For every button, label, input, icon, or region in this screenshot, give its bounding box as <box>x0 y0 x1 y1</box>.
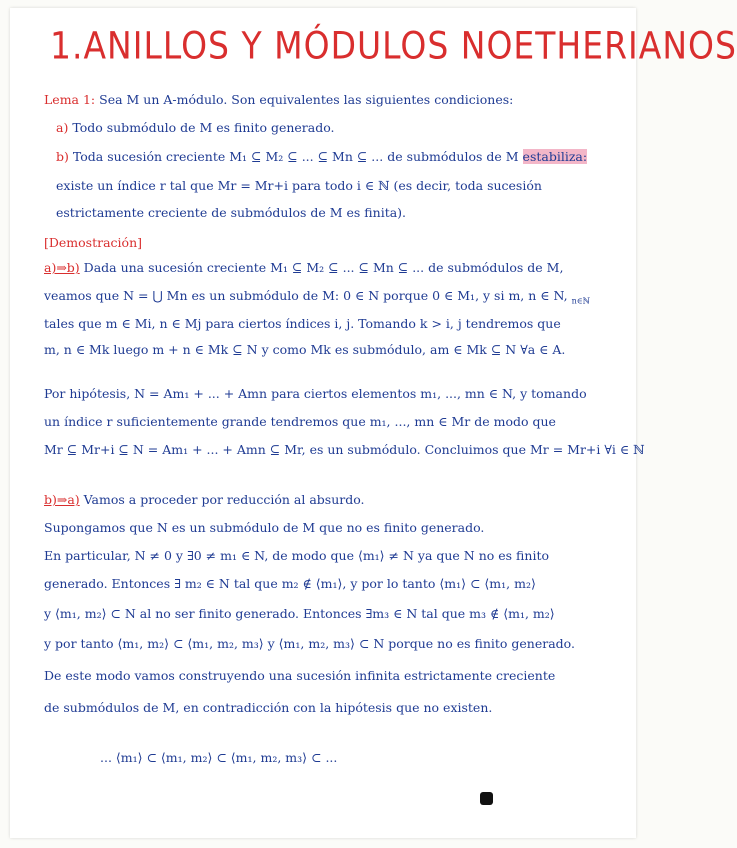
condition-b-highlight: estabiliza: <box>522 149 588 164</box>
ink-blot <box>480 792 493 805</box>
proof-ba-text-1: Vamos a proceder por reducción al absurdo. <box>83 492 365 507</box>
condition-b-tag: b) <box>56 149 69 164</box>
submodule-chain: ... ⟨m₁⟩ ⊂ ⟨m₁, m₂⟩ ⊂ ⟨m₁, m₂, m₃⟩ ⊂ ... <box>100 750 338 765</box>
proof-ba-line-8: de submódulos de M, en contradicción con la hipótesis que no existen. <box>44 700 493 715</box>
notebook-page <box>10 8 737 838</box>
condition-a-tag: a) <box>56 120 69 135</box>
union-index: n∈ℕ <box>571 296 590 306</box>
condition-b <box>56 149 641 165</box>
page-title: 1.ANILLOS Y MÓDULOS NOETHERIANOS <box>50 24 737 68</box>
lemma-statement <box>44 92 629 108</box>
proof-ab-tag: a)⇒b) <box>44 260 80 275</box>
proof-ba-line-7: De este modo vamos construyendo una sucesión infinita estrictamente creciente <box>44 668 556 683</box>
condition-b-line-3: estrictamente creciente de submódulos de M es finita). <box>56 205 407 220</box>
proof-ab-text-1: Dada una sucesión creciente M₁ ⊆ M₂ ⊆ ... ⊆ Mn ⊆ ... de submódulos de M, <box>83 260 564 275</box>
proof-ab-line-7: Mr ⊆ Mr+i ⊆ N = Am₁ + ... + Amn ⊆ Mr, es un submódulo. Concluimos que Mr = Mr+i ∀i ∈ ℕ <box>44 442 645 457</box>
proof-heading: [Demostración] <box>44 235 142 250</box>
proof-ba-line-2: Supongamos que N es un submódulo de M que no es finito generado. <box>44 520 485 535</box>
proof-ba-line-6: y por tanto ⟨m₁, m₂⟩ ⊂ ⟨m₁, m₂, m₃⟩ y ⟨m₁, m₂, m₃⟩ ⊂ N porque no es finito generado. <box>44 636 575 651</box>
lemma-intro: Sea M un A-módulo. Son equivalentes las siguientes condiciones: <box>99 92 514 107</box>
proof-ab-line-4: m, n ∈ Mk luego m + n ∈ Mk ⊆ N y como Mk es submódulo, am ∈ Mk ⊆ N ∀a ∈ A. <box>44 342 566 357</box>
proof-ba-line-1 <box>44 492 629 508</box>
lemma-label: Lema 1: <box>44 92 96 107</box>
proof-ab-line-3: tales que m ∈ Mi, n ∈ Mj para ciertos índices i, j. Tomando k > i, j tendremos que <box>44 316 561 331</box>
proof-ab-line-6: un índice r suficientemente grande tendremos que m₁, ..., mn ∈ Mr de modo que <box>44 414 556 429</box>
proof-ba-line-4: generado. Entonces ∃ m₂ ∈ N tal que m₂ ∉ ⟨m₁⟩, y por lo tanto ⟨m₁⟩ ⊂ ⟨m₁, m₂⟩ <box>44 576 536 591</box>
proof-ab-line-1 <box>44 260 629 276</box>
proof-ab-text-2: veamos que N = ⋃ Mn es un submódulo de M: 0 ∈ N porque 0 ∈ M₁, y si m, n ∈ N, <box>44 288 568 303</box>
condition-b-text: Toda sucesión creciente M₁ ⊆ M₂ ⊆ ... ⊆ Mn ⊆ ... de submódulos de M <box>72 149 519 164</box>
condition-a-text: Todo submódulo de M es finito generado. <box>72 120 335 135</box>
proof-ba-line-5: y ⟨m₁, m₂⟩ ⊂ N al no ser finito generado. Entonces ∃m₃ ∈ N tal que m₃ ∉ ⟨m₁, m₂⟩ <box>44 606 555 621</box>
proof-ab-line-2 <box>44 288 629 310</box>
proof-ba-line-3: En particular, N ≠ 0 y ∃0 ≠ m₁ ∈ N, de modo que ⟨m₁⟩ ≠ N ya que N no es finito <box>44 548 549 563</box>
condition-a <box>56 120 641 136</box>
condition-b-line-2: existe un índice r tal que Mr = Mr+i para todo i ∈ ℕ (es decir, toda sucesión <box>56 178 542 193</box>
proof-ab-line-5: Por hipótesis, N = Am₁ + ... + Amn para ciertos elementos m₁, ..., mn ∈ N, y tomando <box>44 386 587 401</box>
proof-ba-tag: b)⇒a) <box>44 492 80 507</box>
